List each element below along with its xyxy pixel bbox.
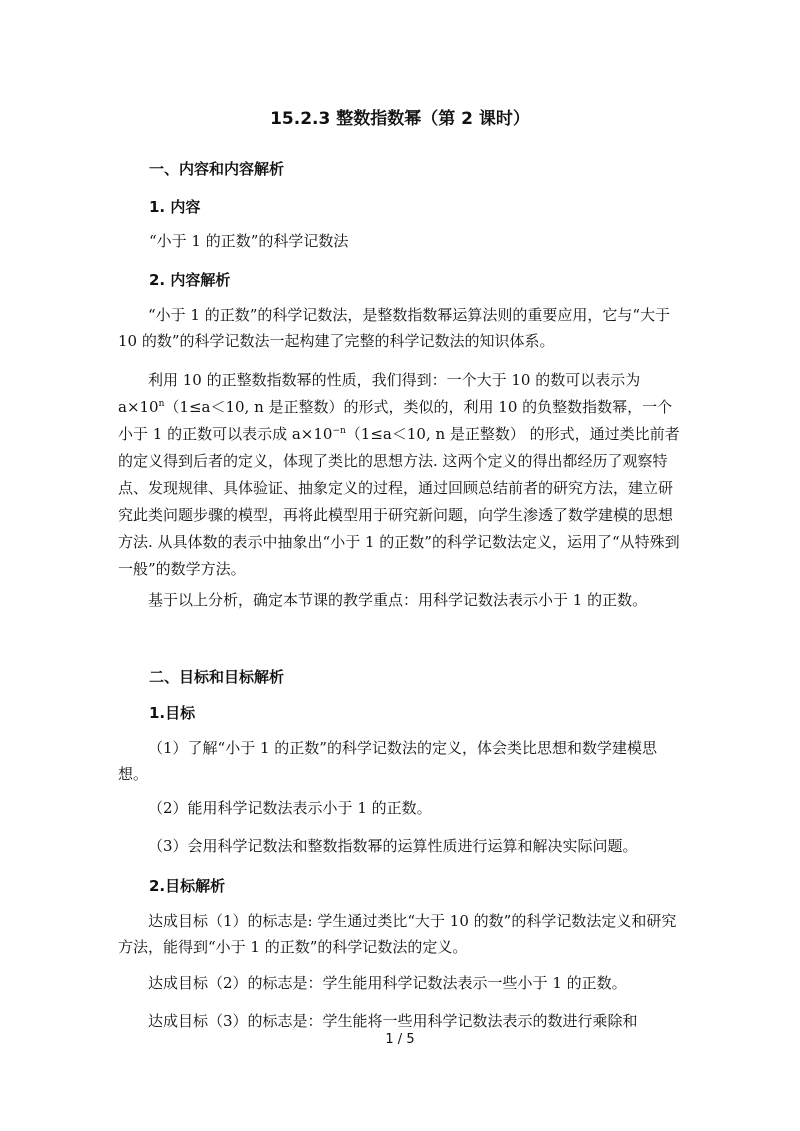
subheading-content: 1. 内容: [149, 198, 201, 216]
analysis-paragraph-3: 基于以上分析，确定本节课的教学重点：用科学记数法表示小于 1 的正数。: [148, 591, 648, 609]
goal-item-2: （2）能用科学记数法表示小于 1 的正数。: [148, 799, 432, 817]
goal-item-1: （1）了解“小于 1 的正数”的科学记数法的定义，体会类比思想和数学建模思想。: [118, 739, 657, 783]
page-number: 1 / 5: [385, 1032, 415, 1047]
analysis-paragraph-2: [118, 367, 684, 583]
exponent-minus-n: −n: [332, 426, 346, 436]
analysis-paragraph-2-part-2: （1≤a＜10, n 是正整数）的形式，类似的，利用 10 的负整数指数幂，一个小于 1 的正数可以表示成 a×10: [118, 398, 673, 443]
content-text: “小于 1 的正数”的科学记数法: [149, 232, 349, 250]
subheading-content-analysis: 2. 内容解析: [149, 271, 231, 289]
subheading-goal-analysis: 2.目标解析: [149, 877, 226, 895]
section-heading-goals: 二、目标和目标解析: [149, 668, 285, 686]
analysis-paragraph-2-part-3: （1≤a＜10, n 是正整数） 的形式，通过类比前者的定义得到后者的定义，体现了类比的思想方法. 这两个定义的得出都经历了观察特点、发现规律、具体验证、抽象定义的过程，通过回顾总结前者的研究方法，建立研究此类问题步骤的模型，再将此模型用于研究新问题，向学生渗透了数学建模的思想方法. 从具体数的表示中抽象出“小于 1 的正数”的科学记数法定义，运用了“从特殊到一般”的数学方法。: [118, 425, 680, 578]
goal-analysis-paragraph-3: 达成目标（3）的标志是：学生能将一些用科学记数法表示的数进行乘除和: [148, 1012, 638, 1030]
subheading-goals: 1.目标: [149, 704, 196, 722]
exponent-n: n: [158, 399, 165, 409]
goal-analysis-paragraph-2: 达成目标（2）的标志是：学生能用科学记数法表示一些小于 1 的正数。: [148, 974, 627, 992]
section-heading-content: 一、内容和内容解析: [149, 160, 285, 178]
analysis-paragraph-1: “小于 1 的正数”的科学记数法，是整数指数幂运算法则的重要应用，它与“大于 10 的数”的科学记数法一起构建了完整的科学记数法的知识体系。: [118, 306, 671, 350]
goal-analysis-paragraph-1: 达成目标（1）的标志是: 学生通过类比“大于 10 的数”的科学记数法定义和研究方法，能得到“小于 1 的正数”的科学记数法的定义。: [118, 912, 677, 956]
analysis-paragraph-2-part-1: 利用 10 的正整数指数幂的性质，我们得到：一个大于 10 的数可以表示为 a×10: [118, 371, 641, 416]
goal-item-3: （3）会用科学记数法和整数指数幂的运算性质进行运算和解决实际问题。: [148, 837, 638, 855]
page-title: 15.2.3 整数指数幂（第 2 课时）: [270, 109, 530, 129]
